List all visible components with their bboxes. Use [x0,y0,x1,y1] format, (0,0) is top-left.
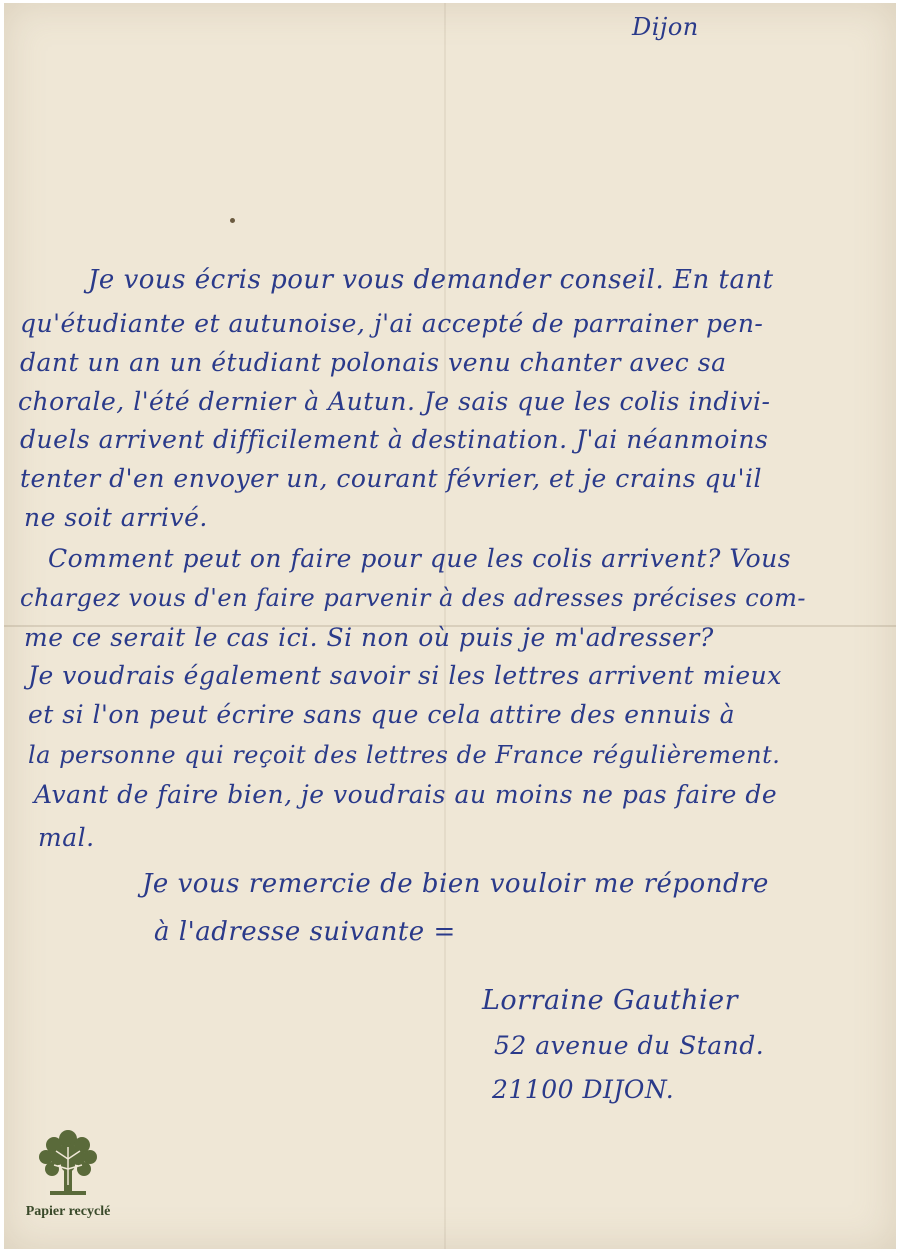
body-line: Comment peut on faire pour que les colis arrivent? Vous [48,544,792,573]
closing-line: Je vous remercie de bien vouloir me répondre [142,869,769,899]
letter-sheet [4,3,896,1249]
sender-city: 21100 DIJON. [492,1075,675,1104]
body-line: duels arrivent difficilement à destination. J'ai néanmoins [20,425,769,454]
recycled-paper-label: Papier recyclé [25,1204,111,1219]
body-line: mal. [38,823,95,852]
body-line: chorale, l'été dernier à Autun. Je sais que les colis indivi- [18,387,771,416]
body-line: et si l'on peut écrire sans que cela attire des ennuis à [28,700,735,729]
ink-dot [230,218,235,223]
body-line: la personne qui reçoit des lettres de France régulièrement. [28,741,781,769]
closing-line: à l'adresse suivante = [154,917,456,947]
body-line: ne soit arrivé. [24,503,208,532]
recycled-paper-logo [18,1125,118,1220]
sender-street: 52 avenue du Stand. [494,1031,765,1060]
body-line: Avant de faire bien, je voudrais au moins ne pas faire de [34,780,778,809]
body-line: me ce serait le cas ici. Si non où puis je m'adresser? [24,623,714,652]
letter-place: Dijon [632,13,699,41]
sender-name: Lorraine Gauthier [482,985,738,1016]
body-line: qu'étudiante et autunoise, j'ai accepté de parrainer pen- [20,309,764,338]
body-line: Je vous écris pour vous demander conseil. En tant [88,265,774,295]
body-line: dant un an un étudiant polonais venu chanter avec sa [20,348,727,377]
body-line: Je voudrais également savoir si les lettres arrivent mieux [28,661,782,690]
tree-icon [32,1125,104,1197]
body-line: chargez vous d'en faire parvenir à des adresses précises com- [20,584,806,612]
body-line: tenter d'en envoyer un, courant février, et je crains qu'il [20,464,762,493]
